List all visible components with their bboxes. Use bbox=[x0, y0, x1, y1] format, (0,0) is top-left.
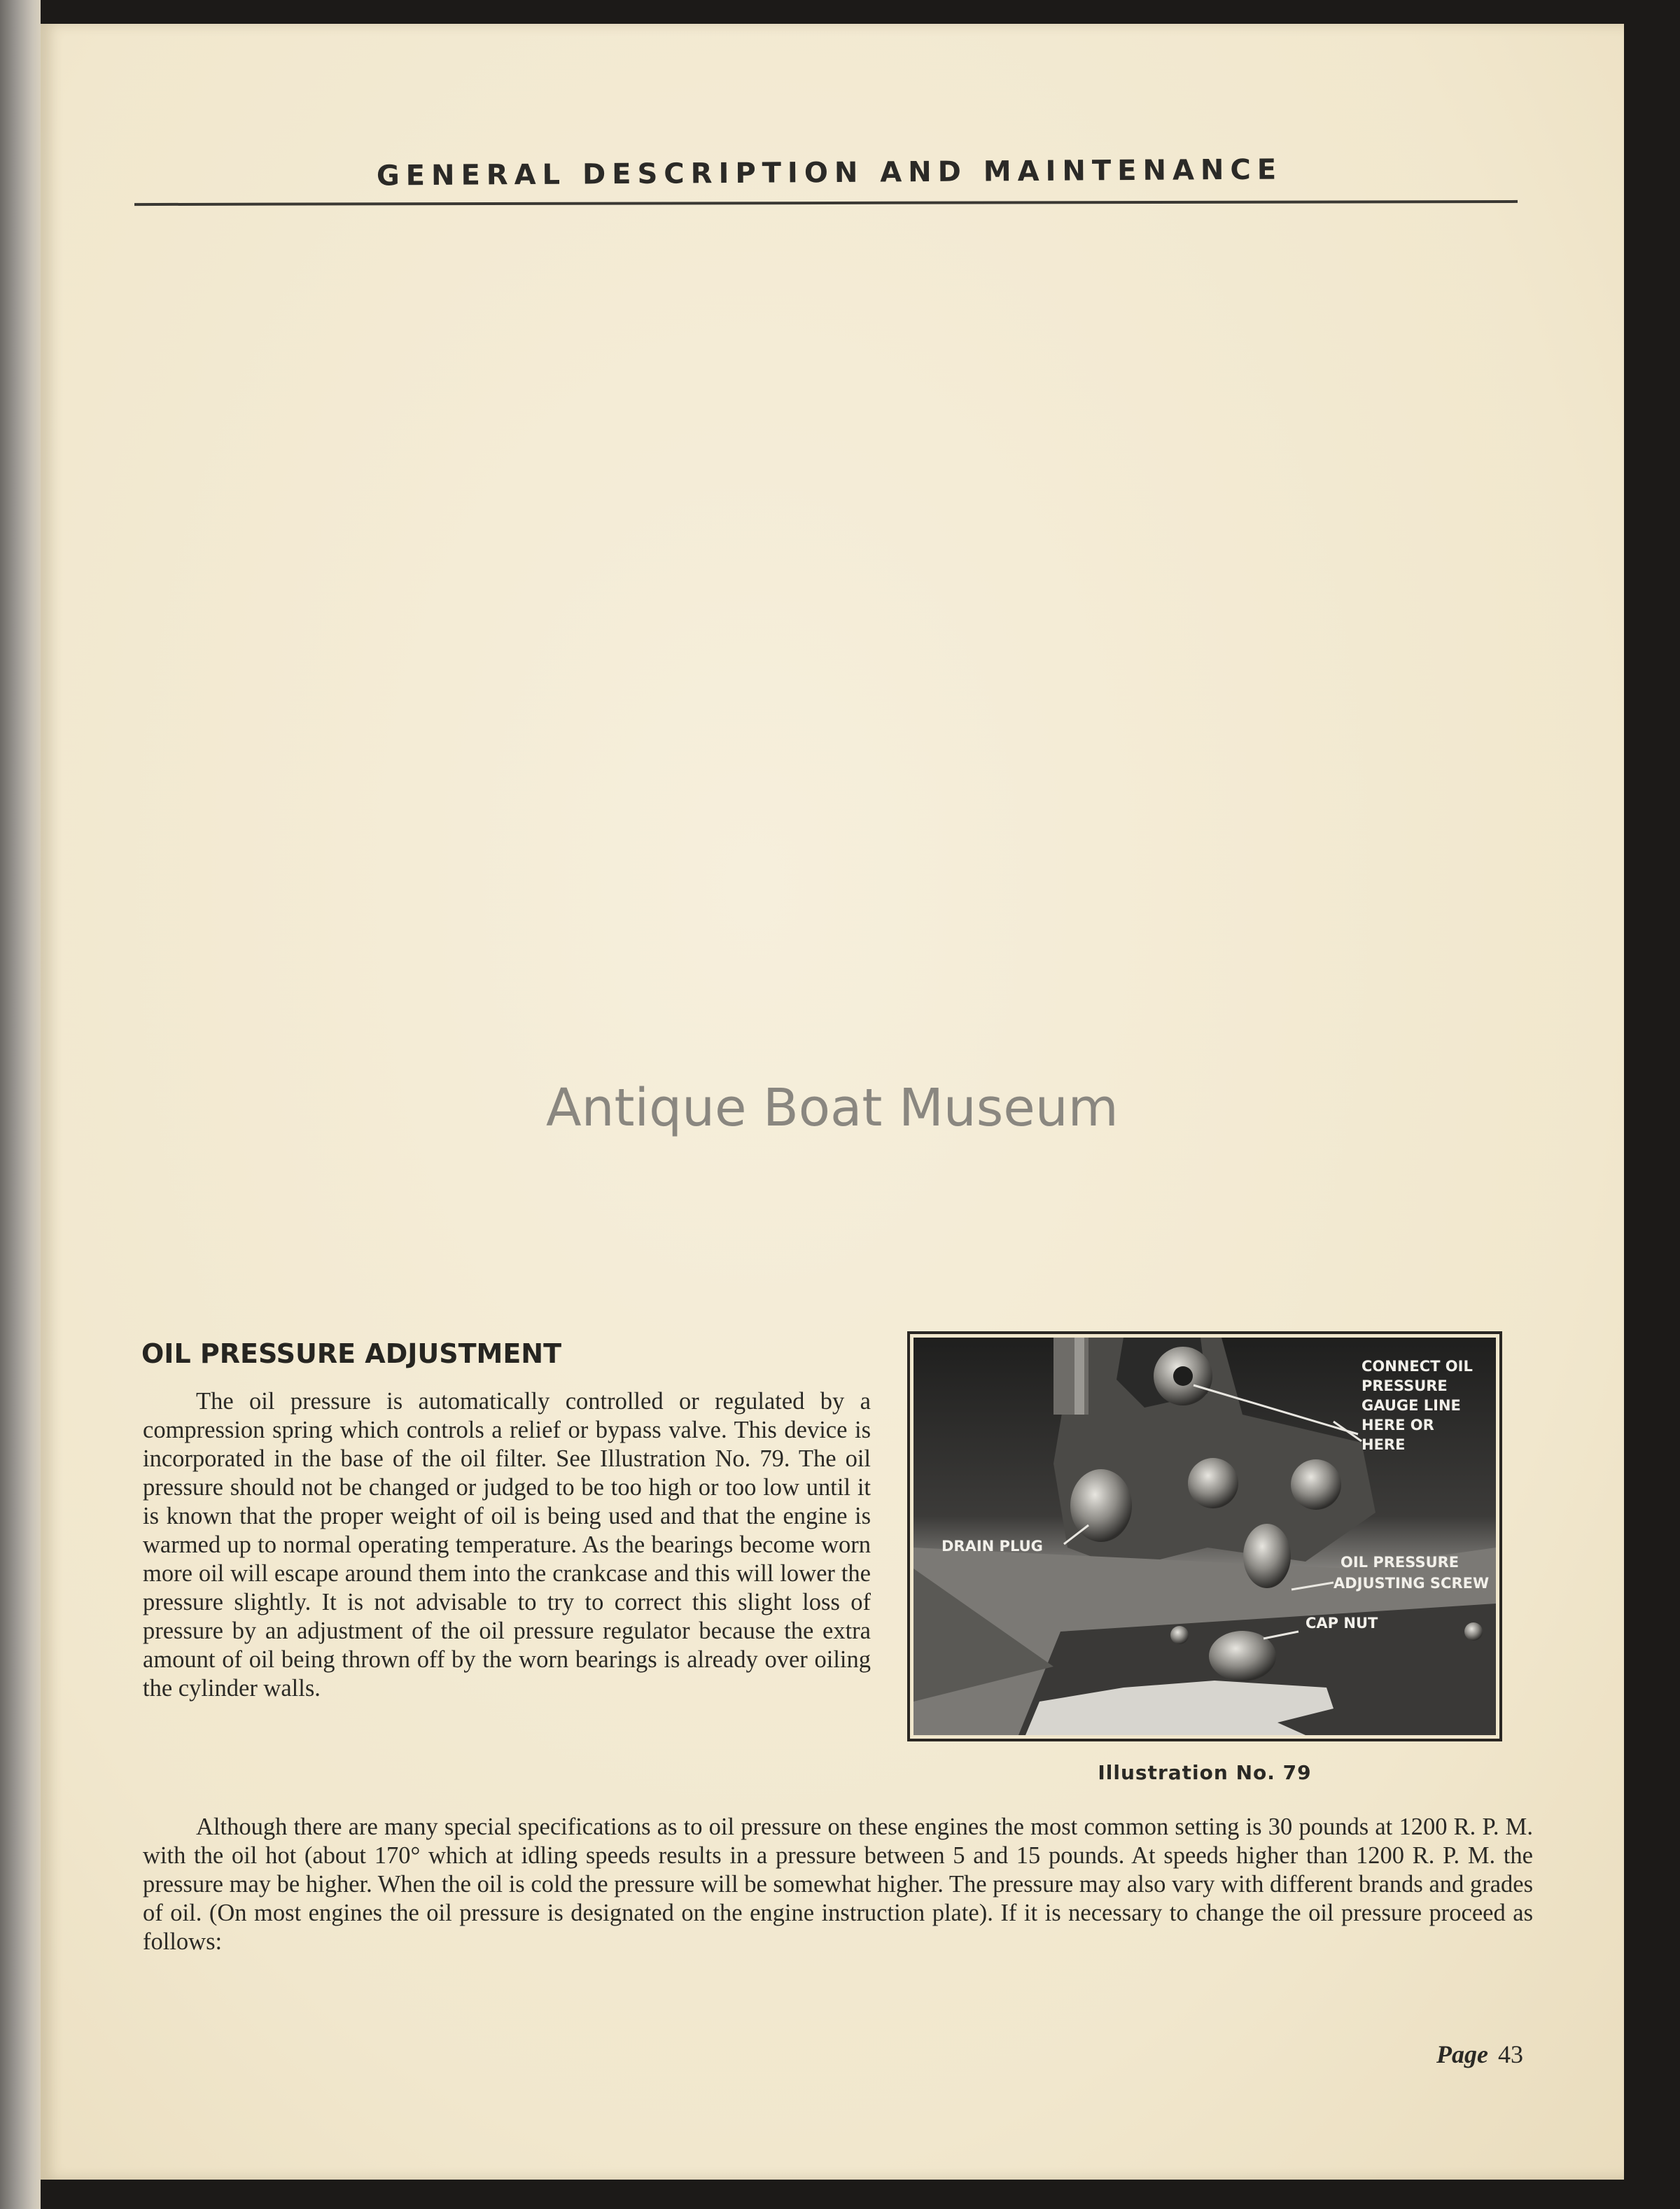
label-adjusting-screw: ADJUSTING SCREW bbox=[1334, 1575, 1490, 1592]
book-spine bbox=[0, 0, 41, 2209]
paragraph-1-text: The oil pressure is automatically controlled or regulated by a compression spring which controls a relief or bypass valve. This device is incorporated in the base of the oil filter. See Illustration No. 79. The oil pressure should not be changed or judged to be too high or too low until it is known that the proper weight of oil is being used and that the engine is warmed up to normal operating temperature. As the bearings become worn more oil will escape around them into the crankcase and this will lower the pressure slightly. It is not advisable to try to correct this slight loss of pressure by an adjustment of the oil pressure regulator because the extra amount of oil being thrown off by the worn bearings is already over oiling the cylinder walls. bbox=[143, 1388, 871, 1702]
label-here: HERE bbox=[1362, 1436, 1406, 1453]
page-header: GENERAL DESCRIPTION AND MAINTENANCE bbox=[376, 153, 1283, 192]
label-oil-pressure: OIL PRESSURE bbox=[1340, 1554, 1460, 1571]
page-number-value: 43 bbox=[1497, 2040, 1523, 2068]
paragraph-2-text: Although there are many special specifications as to oil pressure on these engines the most common setting is 30 pounds at 1200 R. P. M. with the oil hot (about 170° which at idling speeds results in a pressure between 5 and 15 pounds. At speeds higher than 1200 R. P. M. the pressure may be higher. When the oil is cold the pressure will be somewhat higher. The pressure may also vary with different brands and grades of oil. (On most engines the oil pressure is designated on the engine instruction plate). If it is necessary to change the oil pressure proceed as follows: bbox=[143, 1814, 1533, 1955]
page-word: Page bbox=[1436, 2040, 1488, 2068]
figure-caption: Illustration No. 79 bbox=[1098, 1761, 1312, 1784]
paragraph-2 bbox=[143, 1813, 1533, 1956]
watermark: Antique Boat Museum bbox=[546, 1078, 1119, 1138]
section-title: OIL PRESSURE ADJUSTMENT bbox=[141, 1338, 562, 1369]
illustration-79 bbox=[907, 1331, 1502, 1741]
label-here-or: HERE OR bbox=[1362, 1417, 1434, 1433]
label-gauge-line: GAUGE LINE bbox=[1362, 1397, 1461, 1414]
label-connect-oil: CONNECT OIL bbox=[1362, 1358, 1473, 1375]
label-cap-nut: CAP NUT bbox=[1306, 1615, 1378, 1632]
label-drain-plug: DRAIN PLUG bbox=[941, 1538, 1043, 1555]
label-pressure: PRESSURE bbox=[1362, 1377, 1448, 1394]
paragraph-1 bbox=[143, 1387, 871, 1703]
page-number bbox=[1436, 2040, 1523, 2069]
engine-photo bbox=[913, 1338, 1496, 1735]
